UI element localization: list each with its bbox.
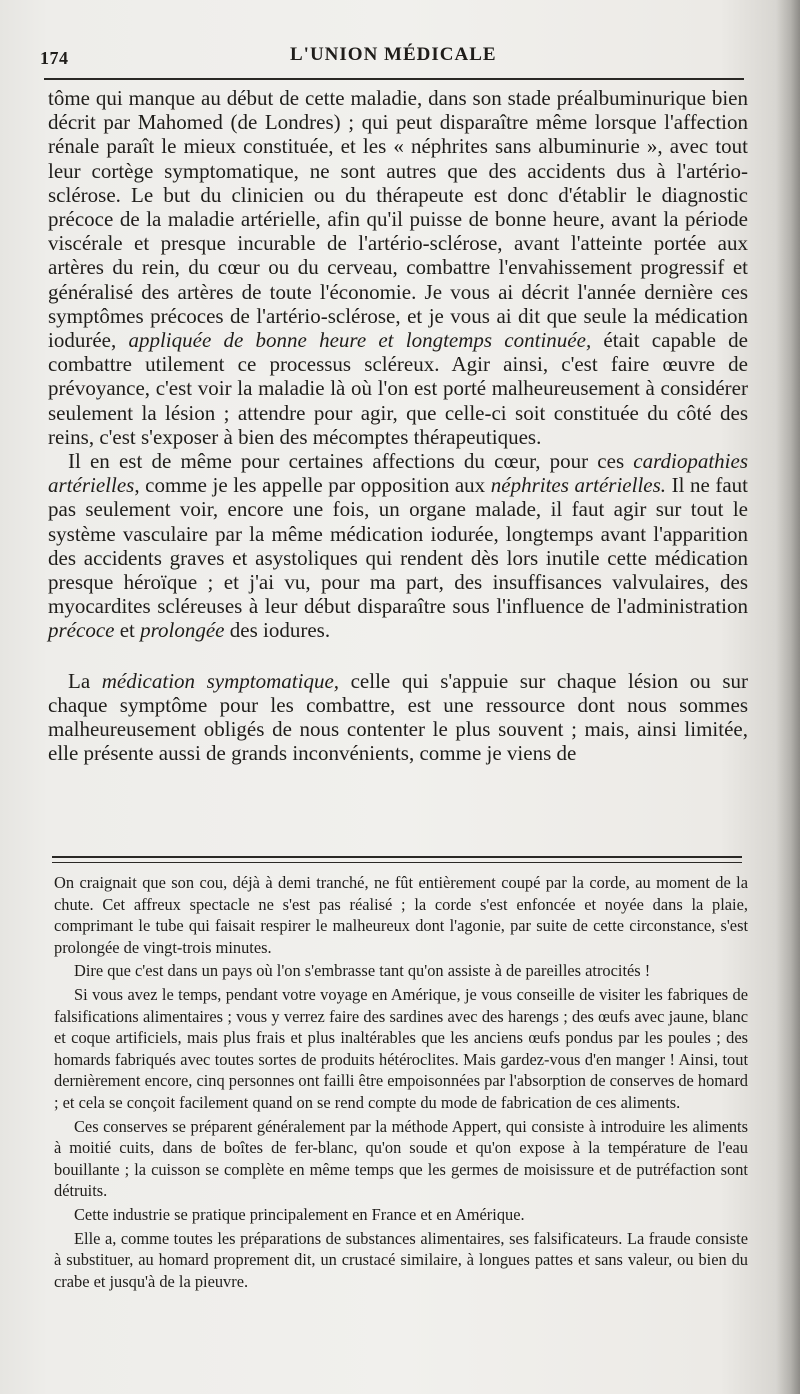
italic-run: appliquée de bonne heure et longtemps continuée, — [128, 328, 592, 353]
feuilleton-paragraph: Elle a, comme toutes les préparations de substances alimentaires, ses falsificateurs. La fraude consiste à substituer, au homard proprement dit, un crustacé similaire, à longues pattes et sans valeur, ou bien du crabe et jusqu'à de la pieuvre. — [54, 1228, 748, 1291]
italic-run: néphrites artérielles. — [490, 473, 667, 498]
page-number: 174 — [40, 48, 69, 68]
paragraph-arterio-sclerose — [48, 86, 748, 449]
text-run: Il ne faut pas seulement voir, encore une fois, un organe malade, il faut agir sur tout le système vasculaire par la même médication iodurée, longtemps avant l'apparition des accidents graves et asystoliques qui rendent dès lors inutile cette médication presque héroïque ; et j'ai vu, pour ma part, des insuffisances valvulaires, des myocardites scléreuses à leur début disparaître sous l'influence de l'administration — [48, 473, 748, 619]
italic-run: cardiopathies artérielles — [48, 449, 748, 498]
feuilleton-paragraph: Si vous avez le temps, pendant votre voyage en Amérique, je vous conseille de visiter les fabriques de falsifications alimentaires ; vous y verrez faire des sardines avec des harengs ; des œufs avec jaune, blanc et coque artificiels, mais plus frais et plus inaltérables que les anciens œufs pondus par les poules ; des homards fabriqués avec toutes sortes de produits hétéroclites. Mais gardez-vous d'en manger ! Ainsi, tout dernièrement encore, cinq personnes ont failli être empoisonnées par l'absorption de conserves de homard ; et cela se conçoit facilement quand on se rend compte du mode de fabrication de ces aliments. — [54, 984, 748, 1112]
text-run: était capable de combattre utilement ce processus scléreux. Agir ainsi, c'est faire œuvre de prévoyance, c'est voir la maladie là où l'on est porté malheureusement à considérer seulement la lésion ; attendre pour agir, que celle-ci soit constituée du côté des reins, c'est s'exposer à bien des mécomptes thérapeutiques. — [48, 328, 748, 449]
running-title: L'UNION MÉDICALE — [290, 44, 497, 65]
feuilleton-text — [54, 872, 748, 1292]
paragraph-cardiopathies — [48, 449, 748, 643]
feuilleton-paragraph: Cette industrie se pratique principalement en France et en Amérique. — [74, 1204, 525, 1224]
italic-run: précoce — [48, 618, 115, 643]
text-run: celle qui s'appuie sur chaque lésion ou sur chaque symptôme pour les combattre, est une ressource dont nous sommes malheureusement obligés de nous contenter le plus souvent ; mais, ainsi limitée, elle présente aussi de grands inconvénients, comme je viens de — [48, 668, 748, 766]
footnote-separator — [52, 856, 742, 863]
feuilleton-paragraph: Ces conserves se préparent généralement par la méthode Appert, qui consiste à introduire les aliments à moitié cuits, dans de boîtes de fer-blanc, qu'on soude et qu'on expose à la température de l'eau bouillante ; la cuisson se complète en même temps que les germes de moisissure et de putréfaction sont détruits. — [54, 1116, 748, 1201]
page-binding-shadow — [776, 0, 800, 1394]
italic-run: prolongée — [140, 618, 225, 643]
page-header — [40, 40, 750, 74]
feuilleton-paragraph: On craignait que son cou, déjà à demi tranché, ne fût entièrement coupé par la corde, au moment de la chute. Cet affreux spectacle ne s'est pas réalisé ; la corde s'est enfoncée et noyée dans la plaie, comprimant le tube qui faisait respirer le malheureux dont l'agonie, par suite de cette circonstance, s'est prolongée de vingt-trois minutes. — [54, 873, 748, 957]
text-run: des iodures. — [224, 618, 331, 643]
text-run: et — [114, 618, 141, 643]
header-rule — [44, 78, 744, 80]
paragraph-medication-symptomatique — [48, 669, 748, 766]
main-text — [48, 86, 748, 765]
text-run: Il en est de même pour certaines affections du cœur, pour ces — [68, 449, 634, 474]
text-run: , comme je les appelle par opposition aux — [134, 473, 491, 498]
text-run: tôme qui manque au début de cette maladie, dans son stade préalbuminurique bien décrit par Mahomed (de Londres) ; qui peut disparaître même lorsque l'affection rénale paraît le mieux constituée, et les « néphrites sans albuminurie », avec tout leur cortège symptomatique, ne sont autres que des accidents dus à l'artério-sclérose. Le but du clinicien ou du thérapeute est donc d'établir le diagnostic précoce de la maladie artérielle, afin qu'il puisse de bonne heure, avant la période viscérale et presque incurable de l'artério-sclérose, avant l'atteinte portée aux artères du rein, du cœur ou du cerveau, combattre l'envahissement progressif et généralisé des artères de toute l'économie. Je vous ai décrit l'année dernière ces symptômes précoces de l'artério-sclérose, et je vous ai dit que seule la médication iodurée, — [48, 86, 748, 353]
feuilleton-paragraph: Dire que c'est dans un pays où l'on s'embrasse tant qu'on assiste à de pareilles atrocités ! — [74, 961, 651, 981]
text-run: La — [68, 668, 102, 693]
italic-run: médication symptomatique, — [101, 668, 340, 693]
